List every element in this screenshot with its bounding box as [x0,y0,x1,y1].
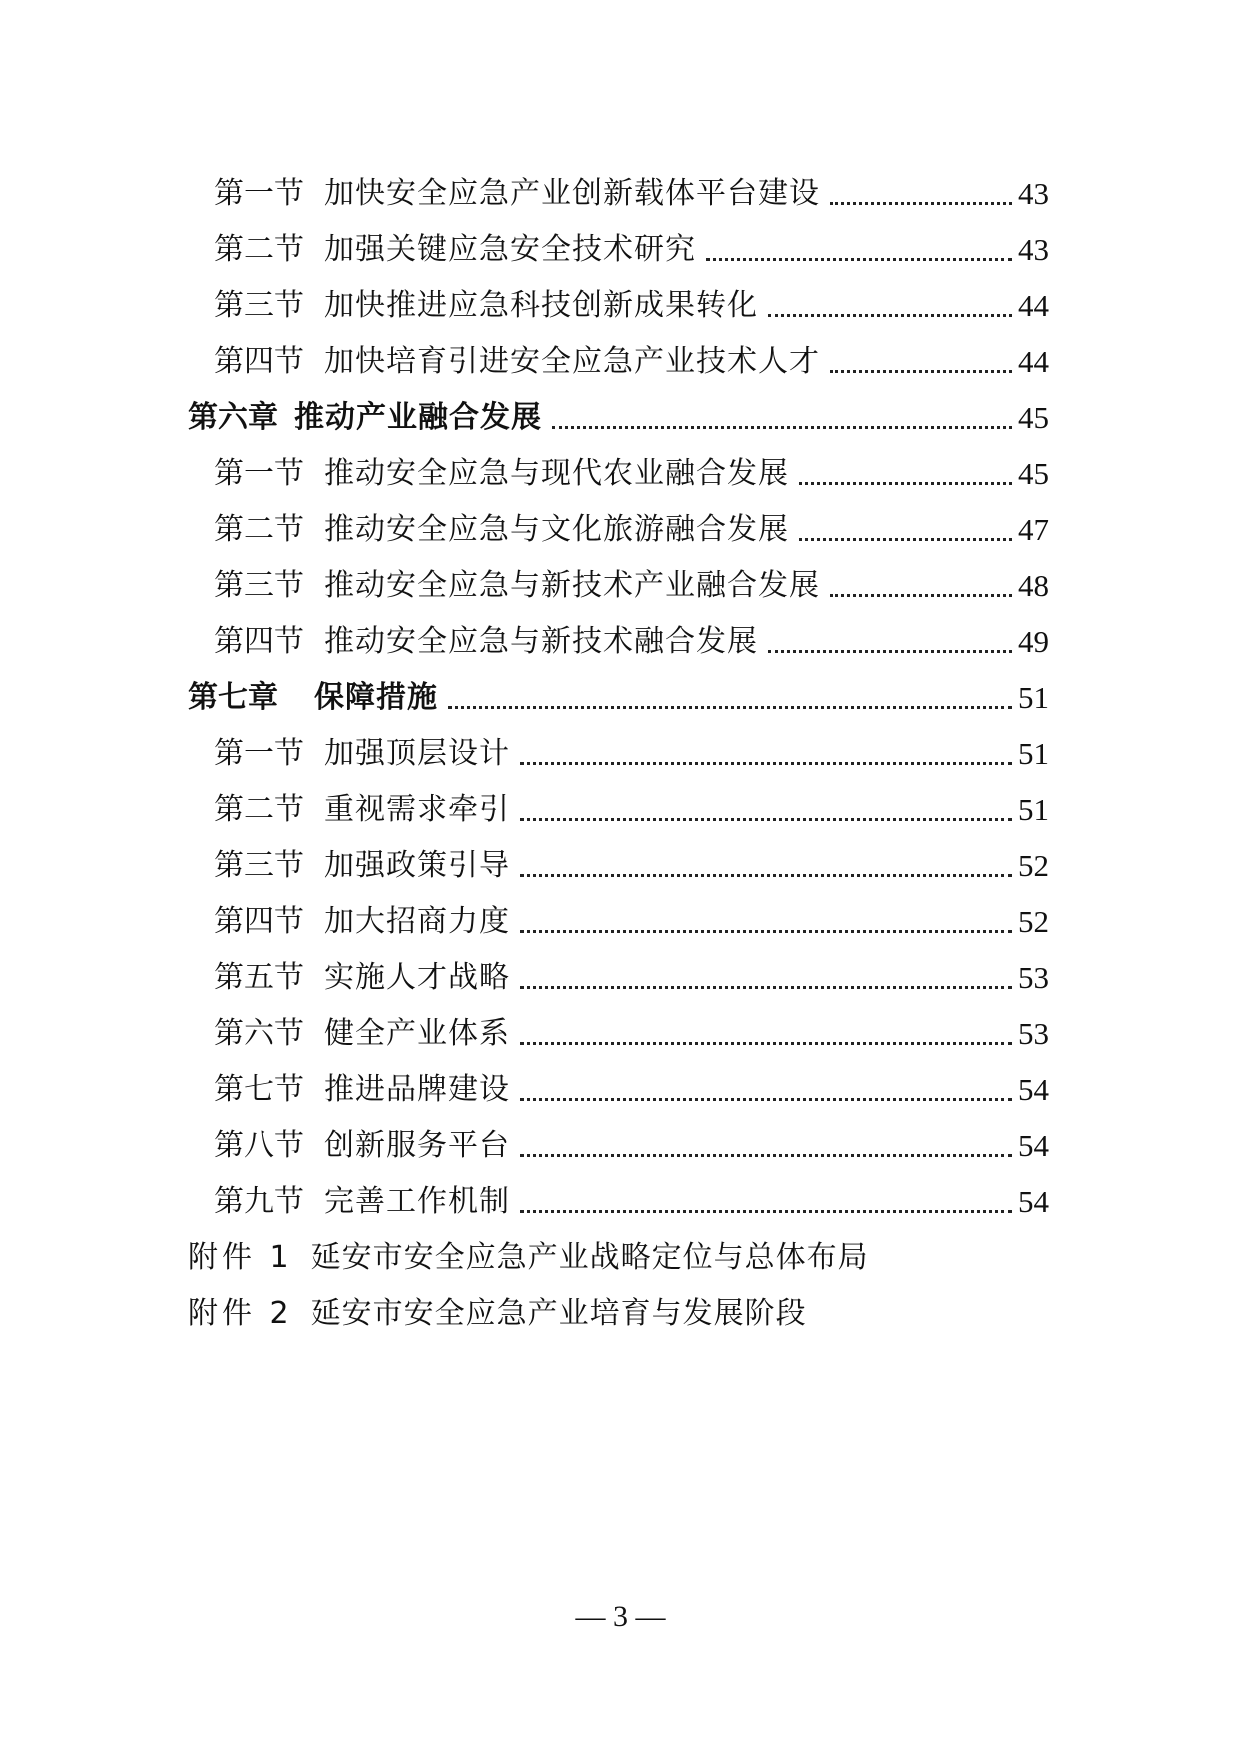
toc-entry-section[interactable] [214,1110,1049,1166]
dot-leader [448,706,1012,709]
toc-entry-label: 第八节 [214,1128,304,1163]
toc-entry-label: 第三节 [214,568,304,603]
toc-entry-label: 第六节 [214,1016,304,1051]
toc-entry-page: 54 [1018,1184,1049,1219]
toc-entry-label: 第四节 [214,624,304,659]
toc-entry-section[interactable] [214,214,1049,270]
dot-leader [520,930,1012,933]
toc-entry-section[interactable] [214,998,1049,1054]
toc-entry-label: 第七节 [214,1072,304,1107]
toc-entry-page: 53 [1018,1016,1049,1051]
dot-leader [768,314,1012,317]
toc-entry-section[interactable] [214,774,1049,830]
toc-entry-title: 加强政策引导 [324,848,510,883]
toc-entry-title: 加快推进应急科技创新成果转化 [324,288,758,323]
dot-leader [799,482,1012,485]
toc-entry-section[interactable] [214,942,1049,998]
toc-entry-title: 加大招商力度 [324,904,510,939]
toc-entry-label: 第三节 [214,288,304,323]
toc-entry-title: 推进品牌建设 [324,1072,510,1107]
dot-leader [830,594,1012,597]
toc-entry-page: 51 [1018,792,1049,827]
dot-leader [830,202,1012,205]
toc-entry-title: 推动产业融合发展 [294,400,542,435]
toc-entry-label: 第一节 [214,176,304,211]
toc-entry-page: 51 [1018,736,1049,771]
annex-label: 附件 1 [188,1240,293,1275]
toc-entry-section[interactable] [214,270,1049,326]
toc-entry-title: 重视需求牵引 [324,792,510,827]
dot-leader [830,370,1012,373]
toc-entry-section[interactable] [214,438,1049,494]
toc-entry-label: 第六章 [188,400,278,435]
dot-leader [768,650,1012,653]
toc-entry-title: 推动安全应急与新技术融合发展 [324,624,758,659]
toc-entry-section[interactable] [214,886,1049,942]
toc-entry-page: 44 [1018,344,1049,379]
toc-entry-title: 健全产业体系 [324,1016,510,1051]
toc-entry-section[interactable] [214,494,1049,550]
dot-leader [520,1042,1012,1045]
toc-entry-page: 44 [1018,288,1049,323]
toc-entry-section[interactable] [214,1054,1049,1110]
toc-entry-label: 第二节 [214,232,304,267]
toc-entry-label: 第五节 [214,960,304,995]
toc-entry-page: 47 [1018,512,1049,547]
toc-entry-page: 51 [1018,680,1049,715]
toc-entry-label: 第七章 [188,680,278,715]
toc-entry-title: 加快安全应急产业创新载体平台建设 [324,176,820,211]
toc-entry-title: 推动安全应急与现代农业融合发展 [324,456,789,491]
toc-annex[interactable] [188,1222,869,1278]
toc-entry-label: 第三节 [214,848,304,883]
toc-entry-title: 加强顶层设计 [324,736,510,771]
dot-leader [706,258,1012,261]
toc-entry-section[interactable] [214,158,1049,214]
toc-entry-title: 推动安全应急与文化旅游融合发展 [324,512,789,547]
toc-entry-title: 完善工作机制 [324,1184,510,1219]
dot-leader [520,762,1012,765]
toc-entry-page: 45 [1018,456,1049,491]
toc-entry-title: 加强关键应急安全技术研究 [324,232,696,267]
annex-label: 附件 2 [188,1296,293,1331]
toc-entry-section[interactable] [214,718,1049,774]
toc-entry-label: 第四节 [214,344,304,379]
toc-entry-title: 保障措施 [314,680,438,715]
page-number: — 3 — [575,1600,666,1633]
toc-entry-section[interactable] [214,1166,1049,1222]
dot-leader [520,1098,1012,1101]
dot-leader [520,1154,1012,1157]
toc-entry-label: 第九节 [214,1184,304,1219]
toc-entry-label: 第一节 [214,736,304,771]
toc-entry-page: 49 [1018,624,1049,659]
toc-entry-page: 43 [1018,176,1049,211]
toc-entry-page: 43 [1018,232,1049,267]
dot-leader [520,986,1012,989]
toc-entry-label: 第二节 [214,512,304,547]
toc-entry-page: 54 [1018,1128,1049,1163]
dot-leader [520,818,1012,821]
toc-entry-page: 53 [1018,960,1049,995]
toc-entry-chapter[interactable] [188,662,1049,718]
toc-entry-label: 第一节 [214,456,304,491]
toc-entry-chapter[interactable] [188,382,1049,438]
toc-entry-section[interactable] [214,830,1049,886]
annex-title: 延安市安全应急产业战略定位与总体布局 [310,1240,869,1275]
toc-entry-page: 52 [1018,848,1049,883]
toc-entry-section[interactable] [214,550,1049,606]
toc-entry-title: 实施人才战略 [324,960,510,995]
toc-annex[interactable] [188,1278,807,1334]
annex-title: 延安市安全应急产业培育与发展阶段 [310,1296,807,1331]
dot-leader [552,426,1012,429]
toc-entry-title: 创新服务平台 [324,1128,510,1163]
dot-leader [520,874,1012,877]
toc-entry-section[interactable] [214,606,1049,662]
toc-entry-page: 48 [1018,568,1049,603]
toc-entry-section[interactable] [214,326,1049,382]
toc-entry-label: 第二节 [214,792,304,827]
toc-entry-page: 54 [1018,1072,1049,1107]
toc-entry-page: 52 [1018,904,1049,939]
toc-entry-label: 第四节 [214,904,304,939]
dot-leader [520,1210,1012,1213]
toc-entry-title: 加快培育引进安全应急产业技术人才 [324,344,820,379]
toc-entry-page: 45 [1018,400,1049,435]
toc-entry-title: 推动安全应急与新技术产业融合发展 [324,568,820,603]
dot-leader [799,538,1012,541]
